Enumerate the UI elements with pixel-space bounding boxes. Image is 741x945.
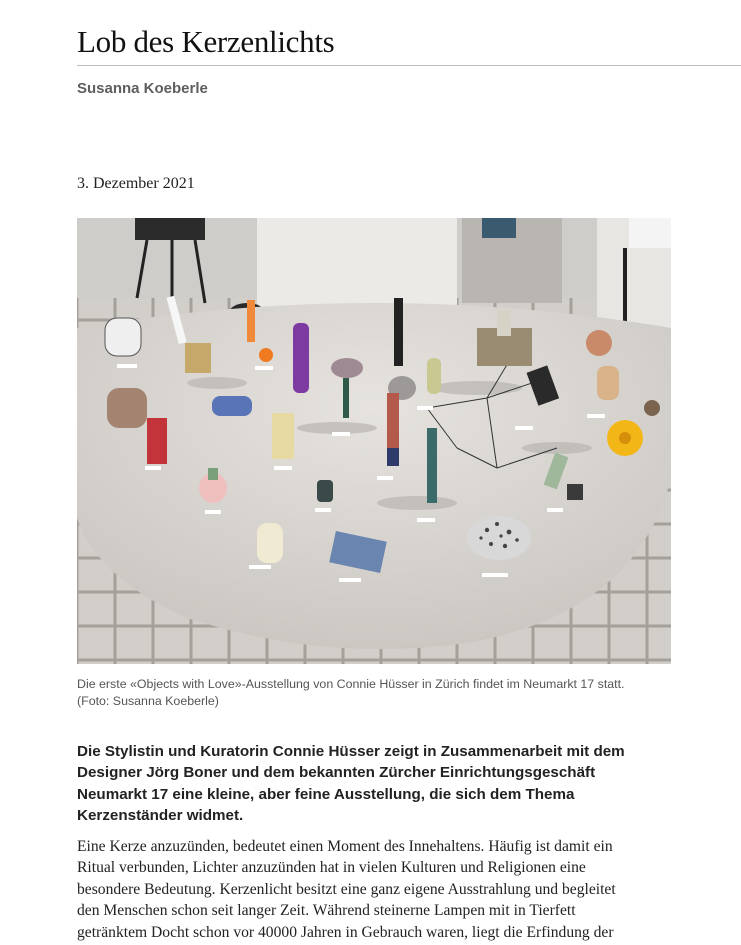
body-line: besondere Bedeutung. Kerzenlicht besitzt eine ganz eigene Ausstrahlung und begleitet <box>77 880 616 898</box>
body-line: Ritual verbunden, Lichter anzuzünden hat in vielen Kulturen und Religionen eine <box>77 859 586 877</box>
lead-line: Kerzenständer widmet. <box>77 806 244 824</box>
photo-caption <box>77 676 677 710</box>
caption-line: Die erste «Objects with Love»-Ausstellung von Connie Hüsser in Zürich findet im Neumarkt 17 statt. <box>77 677 625 691</box>
lead-line: Designer Jörg Boner und dem bekannten Zürcher Einrichtungsgeschäft <box>77 764 596 782</box>
caption-credit: (Foto: Susanna Koeberle) <box>77 694 219 708</box>
article-lead <box>77 741 677 826</box>
article-author[interactable]: Susanna Koeberle <box>77 80 208 97</box>
body-line: getränktem Docht schon vor 40000 Jahren in Gebrauch waren, liegt die Erfindung der <box>77 923 614 941</box>
title-divider <box>77 65 741 66</box>
lead-line: Neumarkt 17 eine kleine, aber feine Ausstellung, die sich dem Thema <box>77 785 575 803</box>
article-date: 3. Dezember 2021 <box>77 175 195 192</box>
article-body <box>77 836 677 943</box>
lead-line: Die Stylistin und Kuratorin Connie Hüsser zeigt in Zusammenarbeit mit dem <box>77 743 625 760</box>
body-line: Eine Kerze anzuzünden, bedeutet einen Moment des Innehaltens. Häufig ist damit ein <box>77 838 613 855</box>
body-line: den Menschen schon seit langer Zeit. Während steinerne Lampen mit in Tierfett <box>77 902 576 920</box>
exhibition-photo[interactable] <box>77 218 671 664</box>
article-title: Lob des Kerzenlichts <box>77 24 335 59</box>
